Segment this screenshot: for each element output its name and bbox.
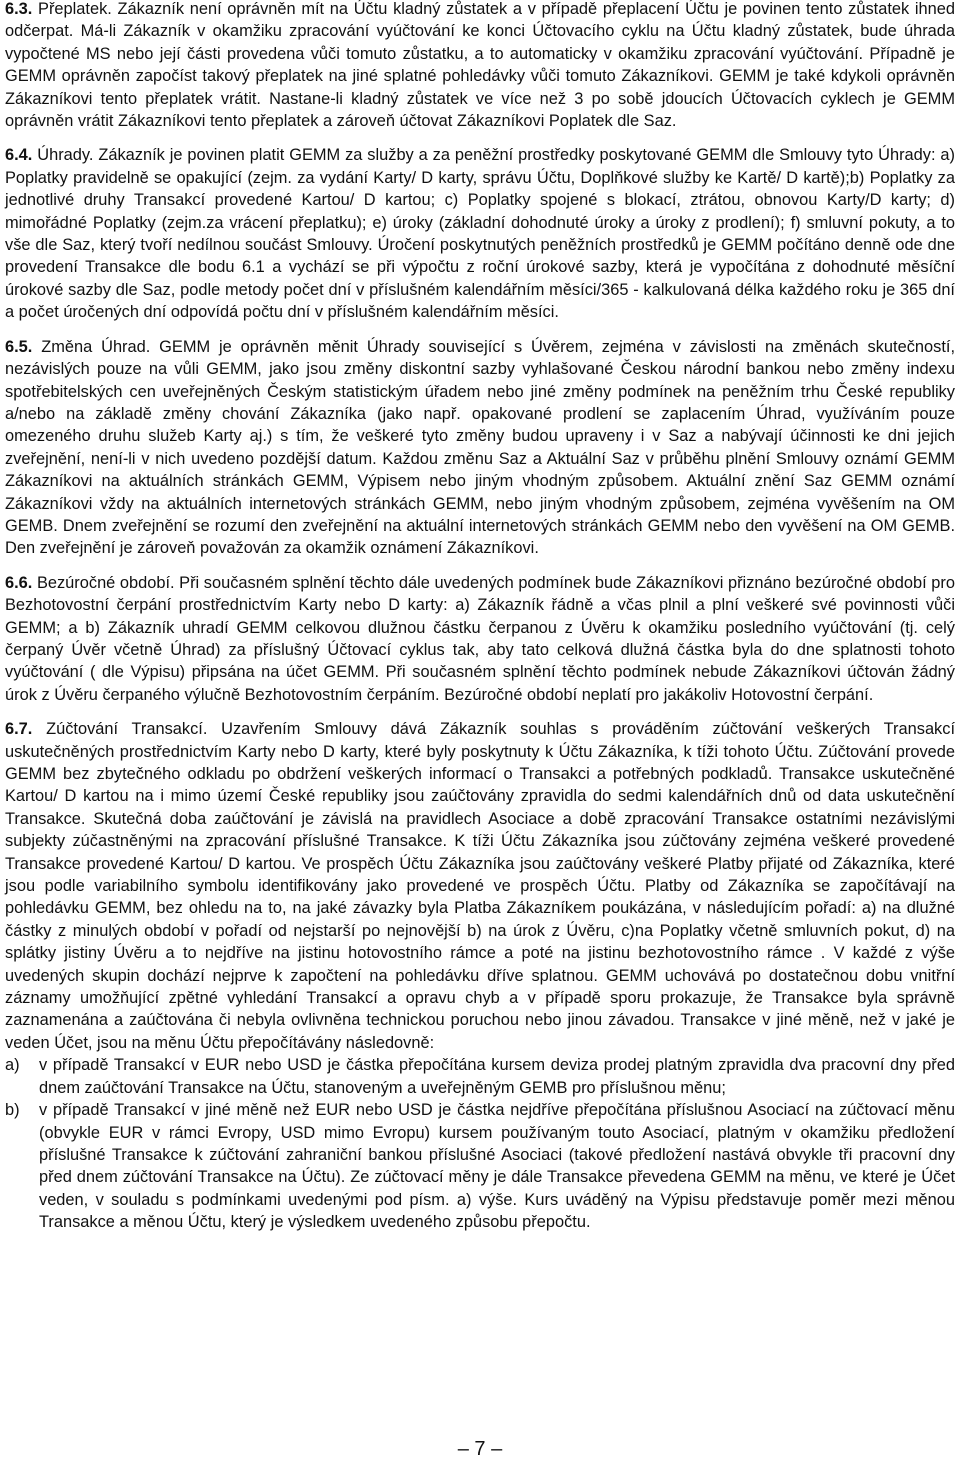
section-number: 6.6. [5, 573, 33, 592]
section-text: Při současném splnění těchto dále uvedených podmínek bude Zákazníkovi přiznáno bezúročné období pro Bezhotovostní čerpání prostřednictvím Karty nebo D karty: a) Zákazník řádně a včas plnil a plní veškeré své povinnosti vůči GEMM; a b) Zákazník uhradí GEMM celkovou dlužnou částku čerpanou z Úvěru k okamžiku posledního vyúčtování (tj. celý čerpaný Úvěr včetně Úhrad) za příslušný Účtovací cyklus tak, aby tato celková dlužná částka byla do dne splatnosti tohoto vyúčtování ( dle Výpisu) připsána na účet GEMM. Při současném splnění těchto podmínek nebude Zákazníkovi účtován žádný úrok z Úvěru čerpaného výlučně Bezhotovostním čerpáním. Bezúročné období neplatí pro jakákoliv Hotovostní čerpání. [5, 573, 955, 704]
section-6-5 [5, 336, 955, 560]
section-text: Uzavřením Smlouvy dává Zákazník souhlas s prováděním zúčtování veškerých Transakcí uskutečněných prostřednictvím Karty nebo D karty, které byly poskytnuty k Účtu Zákazníka, k tíži tohoto Účtu. Zúčtování provede GEMM bez zbytečného odkladu po obdržení veškerých informací o Transakci a potřebných podkladů. Transakce uskutečněné Kartou/ D kartou na i mimo území České republiky jsou zaúčtovány zpravidla do sedmi kalendářních dnů od data uskutečnění Transakce. Skutečná doba zaúčtování je závislá na pravidlech Asociace a době zpracování Transakce ostatními nezávislými subjekty zúčastněnými na zpracování příslušné Transakce. K tíži Účtu Zákazníka jsou zúčtovány zejména veškeré provedené Transakce provedené Kartou/ D kartou. Ve prospěch Účtu Zákazníka jsou zaúčtovány veškeré Platby přijaté od Zákazníka, které jsou podle variabilního symbolu identifikovány jako provedené ve prospěch Účtu. Platby od Zákazníka se započítávají na pohledávku GEMM, bez ohledu na to, na jaké závazky byla Platba Zákazníkem poukázána, v následujícím pořadí: a) na dlužné částky z minulých období v pořadí od nejstarší po nejnovější b) na úrok z Úvěru, c)na Poplatky včetně smluvních pokut, d) na splátky jistiny Úvěru a to nejdříve na jistinu hotovostního rámce a poté na jistinu bezhotovostního rámce . V každé z výše uvedených skupin dochází nejprve k započtení na pohledávku dříve splatnou. GEMM uchovává po dostatečnou dobu vnitřní záznamy umožňující zpětné vyhledání Transakcí a opravu chyb a v případě sporu prokazuje, že Transakce byla správně zaznamenána a zaúčtována či nebyla ovlivněna technickou poruchou nebo jinou závadou. Transakce v jiné měně, než v jaké je veden Účet, jsou na měnu Účtu přepočítávány následovně: [5, 720, 956, 1052]
document-page [5, 0, 955, 1234]
section-number: 6.5. [5, 337, 33, 356]
section-6-6 [5, 572, 955, 706]
page-number: – 7 – [457, 1438, 503, 1460]
section-number: 6.4. [5, 146, 33, 165]
list-item-text: v případě Transakcí v jiné měně než EUR nebo USD je částka nejdříve přepočítána příslušnou Asociací na zúčtovací měnu (obvykle EUR v rámci Evropy, USD mimo Evropu) kursem používaným touto Asociací, platným v okamžiku předložení příslušné Transakce k zúčtování zahraniční bankou příslušné Asociaci (takové předložení nastává obvykle tři pracovní dny před dnem zúčtování Transakce na Účtu). Ze zúčtovací měny je dále Transakce převedena GEMM na měnu, ve které je Účet veden, v souladu s podmínkami uvedenými pod písm. a) výše. Kurs uváděný na Výpisu představuje poměr mezi měnou Transakce a měnou Účtu, který je výsledkem uvedeného způsobu přepočtu. [39, 1101, 955, 1232]
section-title: Zúčtování Transakcí. [46, 720, 208, 739]
section-title: Bezúročné období. [36, 573, 175, 592]
list-item [5, 1099, 955, 1233]
section-title: Přeplatek. [38, 0, 112, 18]
list-item-label: b) [5, 1101, 20, 1120]
section-6-7 [5, 718, 955, 1054]
list-item-text: v případě Transakcí v EUR nebo USD je částka přepočítána kursem deviza prodej platným zpravidla dva pracovní dny před dnem zaúčtování Transakce na Účtu, stanoveným a uveřejněným GEMB pro příslušnou měnu; [39, 1056, 955, 1097]
section-text: GEMM je oprávněn měnit Úhrady související s Úvěrem, zejména v závislosti na změnách skutečností, nezávislých pouze na vůli GEMM, jako jsou změny diskontní sazby vyhlašované Českou národní bankou nebo změny indexu spotřebitelských cen uveřejněných Českým statistickým úřadem nebo jiné změny podmínek na peněžním trhu České republiky a/nebo na základě změny chování Zákazníka (jako např. opakované prodlení se zaplacením Úhrad, využíváním pouze omezeného druhu služeb Karty aj.) s tím, že veškeré tyto změny budou upraveny i v Saz a nabývají účinnosti ke dni jejich zveřejnění, není-li v nich uvedeno pozdější datum. Každou změnu Saz a Aktuální Saz v průběhu plnění Smlouvy oznámí GEMM Zákazníkovi na aktuálních stránkách GEMM, Výpisem nebo jiným vhodným způsobem. Aktuální znění Saz GEMM oznámí Zákazníkovi vždy na aktuálních internetových stránkách GEMM, nebo jiným vhodným způsobem, zejména vyvěšením na OM GEMB. Dnem zveřejnění se rozumí den zveřejnění na aktuální internetových stránkách GEMM nebo den vyvěšení na OM GEMB. Den zveřejnění je zároveň považován za okamžik oznámení Zákazníkovi. [5, 337, 956, 558]
list-item [5, 1054, 955, 1099]
list-item-label: a) [5, 1056, 20, 1075]
section-number: 6.7. [5, 720, 33, 739]
section-6-4 [5, 144, 955, 323]
section-title: Změna Úhrad. [41, 337, 151, 356]
section-text: Zákazník není oprávněn mít na Účtu kladný zůstatek a v případě přeplacení Účtu je povinen tento zůstatek ihned odčerpat. Má-li Zákazník v okamžiku zpracování vyúčtování ke konci Účtovacího cyklu na Účtu kladný zůstatek, bude úhrada vypočtené MS nebo její části provedena vůči tomuto zůstatku, a to automaticky v okamžiku zpracování vyúčtování. Případně je GEMM oprávněn započíst takový přeplatek na jiné splatné pohledávky vůči tomuto Zákazníkovi. GEMM je také kdykoli oprávněn Zákazníkovi tento přeplatek vrátit. Nastane-li kladný zůstatek ve více než 3 po sobě jdoucích Účtovacích cyklech je GEMM oprávněn vrátit Zákazníkovi tento přeplatek a zároveň účtovat Zákazníkovi Poplatek dle Saz. [5, 0, 955, 131]
section-text: Zákazník je povinen platit GEMM za služby a za peněžní prostředky poskytované GEMM dle Smlouvy tyto Úhrady: a) Poplatky pravidelně se opakující (zejm. za vydání Karty/ D karty, správu Účtu, Doplňkové služby ke Kartě/ D kartě);b) Poplatky za jednotlivé druhy Transakcí provedené Kartou/ D kartou; c) Poplatky spojené s blokací, ztrátou, obnovou Karty/D karty; d) mimořádné Poplatky (zejm.za vrácení přeplatku); e) úroky (základní dohodnuté úroky a úroky z prodlení); f) smluvní pokuty, a to vše dle Saz, který tvoří nedílnou součást Smlouvy. Úročení poskytnutých peněžních prostředků je GEMM počítáno denně ode dne provedení Transakce dle bodu 6.1 a vychází se při výpočtu z roční úrokové sazby, která je vypočítána z dohodnuté měsíční úrokové sazby dle Saz, podle metody počet dní v příslušném kalendářním měsíci/365 - kalkulovaná délka každého roku je 365 dní a počet úročených dní odpovídá počtu dní v příslušném kalendářním měsíci. [5, 146, 955, 322]
section-number: 6.3. [5, 0, 33, 18]
section-title: Úhrady. [37, 146, 94, 165]
section-6-3 [5, 0, 955, 132]
